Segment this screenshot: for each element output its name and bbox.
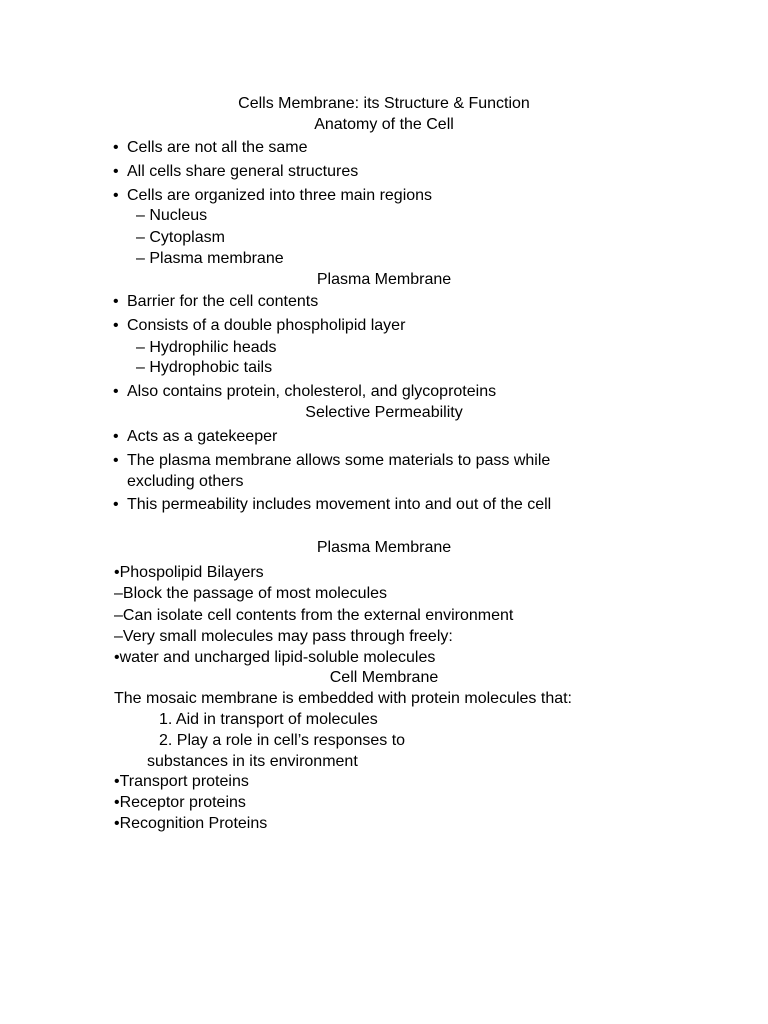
text-line: •Phospolipid Bilayers [114, 564, 264, 581]
text-line: –Very small molecules may pass through freely: [114, 628, 453, 645]
text-line: •Receptor proteins [114, 794, 246, 811]
sub-item: – Cytoplasm [136, 229, 225, 246]
paragraph-intro: The mosaic membrane is embedded with protein molecules that: [114, 690, 572, 707]
numbered-item: 2. Play a role in cell’s responses to [159, 732, 406, 749]
numbered-item-continuation: substances in its environment [147, 753, 358, 770]
bullet-text: This permeability includes movement into and out of the cell [127, 496, 552, 513]
bullet-glyph: • [113, 496, 119, 513]
bullet-glyph: • [113, 293, 119, 310]
section-heading-plasma-membrane: Plasma Membrane [316, 271, 452, 288]
text-line: •Recognition Proteins [114, 815, 268, 832]
text-line: –Block the passage of most molecules [114, 585, 388, 602]
bullet-glyph: • [113, 383, 119, 400]
sub-item: – Hydrophobic tails [136, 359, 273, 376]
bullet-text: Cells are not all the same [127, 139, 308, 156]
sub-item: – Nucleus [136, 207, 208, 224]
bullet-glyph: • [113, 317, 119, 334]
bullet-glyph: • [113, 428, 119, 445]
bullet-glyph: • [113, 187, 119, 204]
sub-item: – Plasma membrane [136, 250, 284, 267]
section-heading-anatomy: Anatomy of the Cell [314, 116, 454, 133]
numbered-item: 1. Aid in transport of molecules [159, 711, 378, 728]
text-line: –Can isolate cell contents from the external environment [114, 607, 514, 624]
text-line: •Transport proteins [114, 773, 249, 790]
section-heading-cell-membrane: Cell Membrane [329, 669, 439, 686]
document-title: Cells Membrane: its Structure & Function [238, 95, 530, 112]
bullet-continuation: excluding others [127, 473, 244, 490]
bullet-glyph: • [113, 139, 119, 156]
sub-item: – Hydrophilic heads [136, 339, 277, 356]
bullet-text: Consists of a double phospholipid layer [127, 317, 406, 334]
section-heading-selective-permeability: Selective Permeability [305, 404, 463, 421]
section-heading-plasma-membrane-2: Plasma Membrane [316, 539, 452, 556]
text-line: •water and uncharged lipid-soluble molecules [114, 649, 436, 666]
bullet-glyph: • [113, 452, 119, 469]
bullet-text: The plasma membrane allows some materials to pass while [127, 452, 551, 469]
bullet-text: All cells share general structures [127, 163, 359, 180]
bullet-text: Also contains protein, cholesterol, and glycoproteins [127, 383, 497, 400]
bullet-text: Cells are organized into three main regions [127, 187, 433, 204]
bullet-glyph: • [113, 163, 119, 180]
bullet-text: Acts as a gatekeeper [127, 428, 278, 445]
bullet-text: Barrier for the cell contents [127, 293, 319, 310]
